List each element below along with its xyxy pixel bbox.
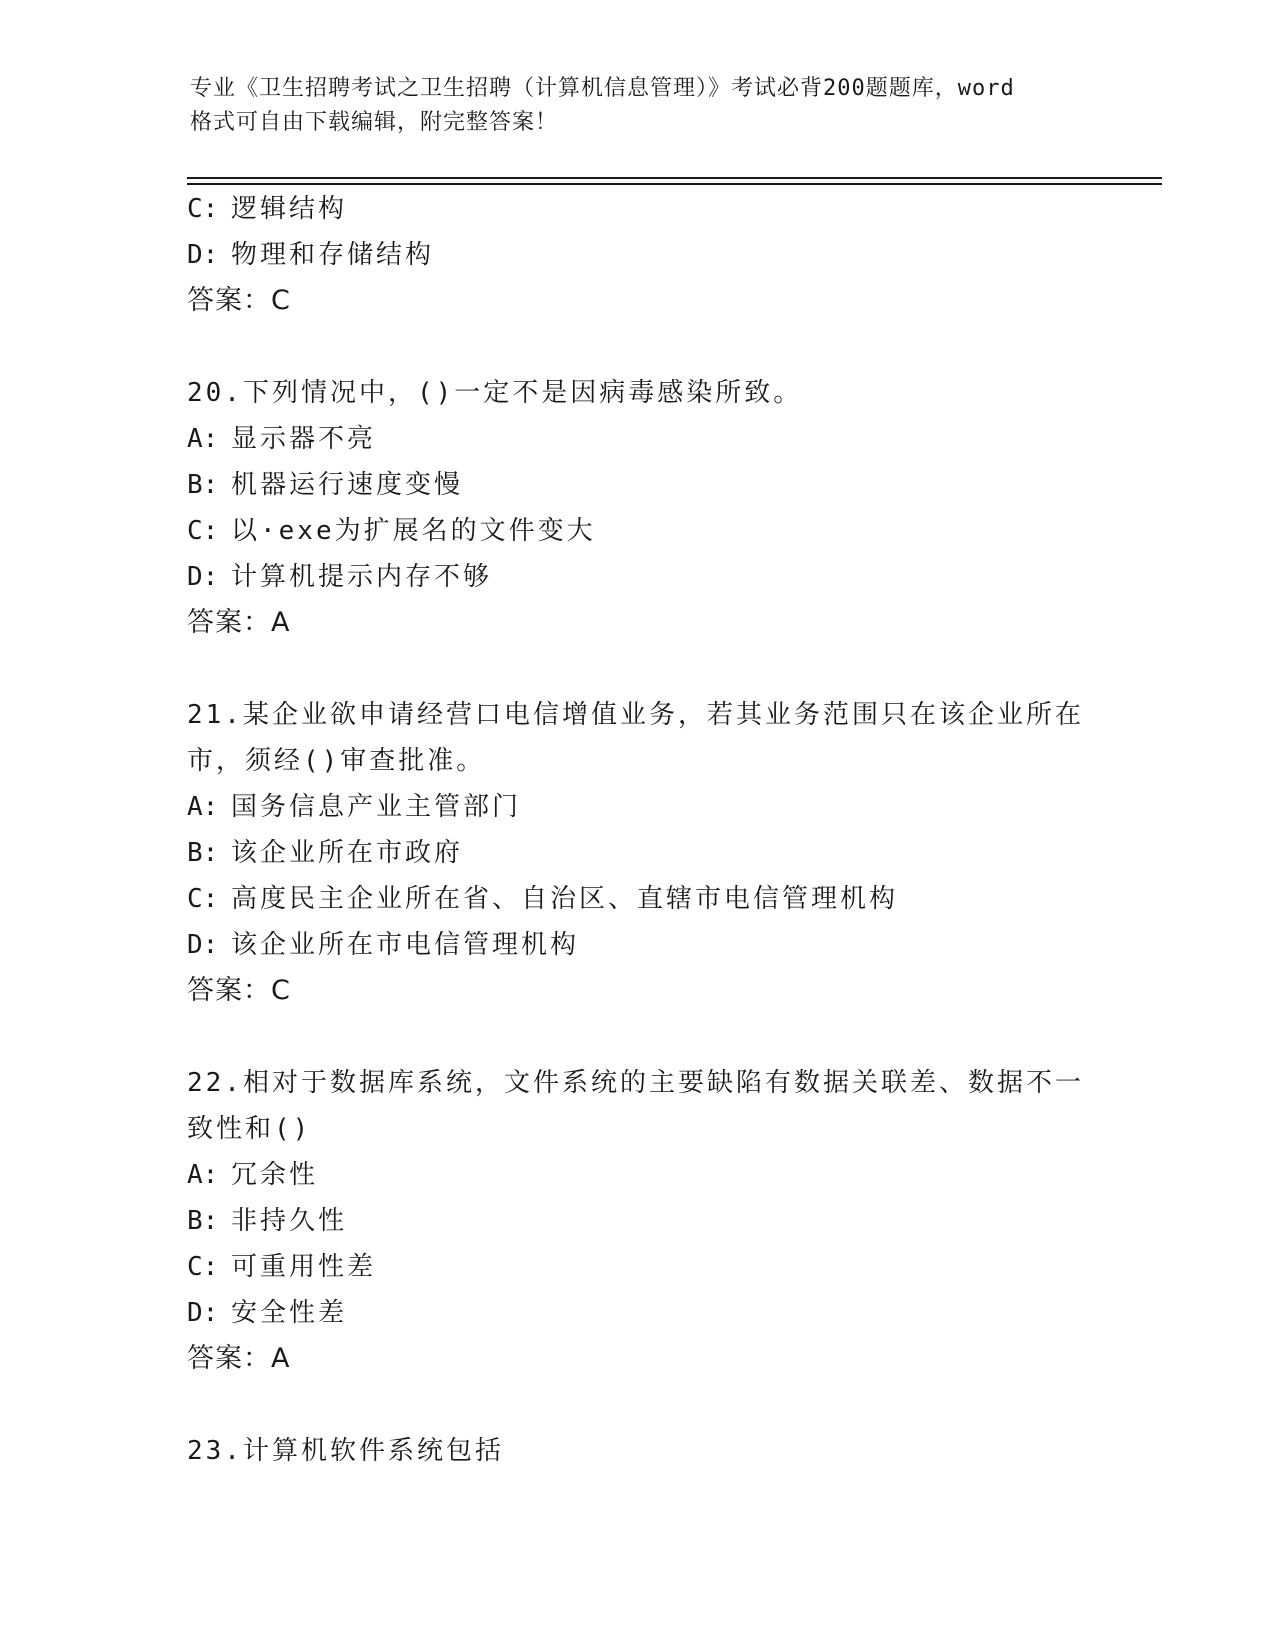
question-20 bbox=[187, 370, 1087, 646]
option-c: C: 以·exe为扩展名的文件变大 bbox=[187, 516, 596, 546]
question-stem-line-1: 21.某企业欲申请经营口电信增值业务，若其业务范围只在该企业所在 bbox=[187, 700, 1084, 730]
option-a: A: 显示器不亮 bbox=[187, 424, 377, 454]
question-19-tail bbox=[187, 186, 1087, 324]
option-b: B: 该企业所在市政府 bbox=[187, 838, 464, 868]
answer-line: 答案：C bbox=[187, 285, 291, 316]
question-stem-line-1: 22.相对于数据库系统，文件系统的主要缺陷有数据关联差、数据不一 bbox=[187, 1068, 1084, 1098]
question-22 bbox=[187, 1060, 1087, 1382]
question-23 bbox=[187, 1428, 1087, 1474]
question-stem-line-2: 市，须经()审查批准。 bbox=[187, 746, 486, 776]
header-title-line-1: 专业《卫生招聘考试之卫生招聘（计算机信息管理）》考试必背200题题库，word bbox=[190, 76, 1015, 101]
option-d: D: 计算机提示内存不够 bbox=[187, 562, 493, 592]
option-b: B: 非持久性 bbox=[187, 1206, 348, 1236]
option-d: D: 安全性差 bbox=[187, 1298, 348, 1328]
answer-line: 答案：C bbox=[187, 975, 291, 1006]
header-title-line-2: 格式可自由下载编辑，附完整答案！ bbox=[190, 110, 559, 135]
option-a: A: 国务信息产业主管部门 bbox=[187, 792, 522, 822]
option-d: D: 物理和存储结构 bbox=[187, 240, 435, 270]
option-c: C: 可重用性差 bbox=[187, 1252, 377, 1282]
header-divider-top bbox=[187, 177, 1162, 179]
option-d: D: 该企业所在市电信管理机构 bbox=[187, 930, 580, 960]
question-stem: 23.计算机软件系统包括 bbox=[187, 1436, 504, 1466]
answer-line: 答案：A bbox=[187, 607, 291, 638]
option-c: C: 逻辑结构 bbox=[187, 194, 348, 224]
option-c: C: 高度民主企业所在省、自治区、直辖市电信管理机构 bbox=[187, 884, 899, 914]
question-stem-line-2: 致性和() bbox=[187, 1114, 312, 1144]
question-list bbox=[187, 186, 1087, 1474]
header-divider-bottom bbox=[187, 183, 1162, 185]
document-header bbox=[190, 72, 1090, 140]
option-a: A: 冗余性 bbox=[187, 1160, 319, 1190]
question-stem: 20.下列情况中，()一定不是因病毒感染所致。 bbox=[187, 378, 803, 408]
answer-line: 答案：A bbox=[187, 1343, 291, 1374]
option-b: B: 机器运行速度变慢 bbox=[187, 470, 464, 500]
question-21 bbox=[187, 692, 1087, 1014]
